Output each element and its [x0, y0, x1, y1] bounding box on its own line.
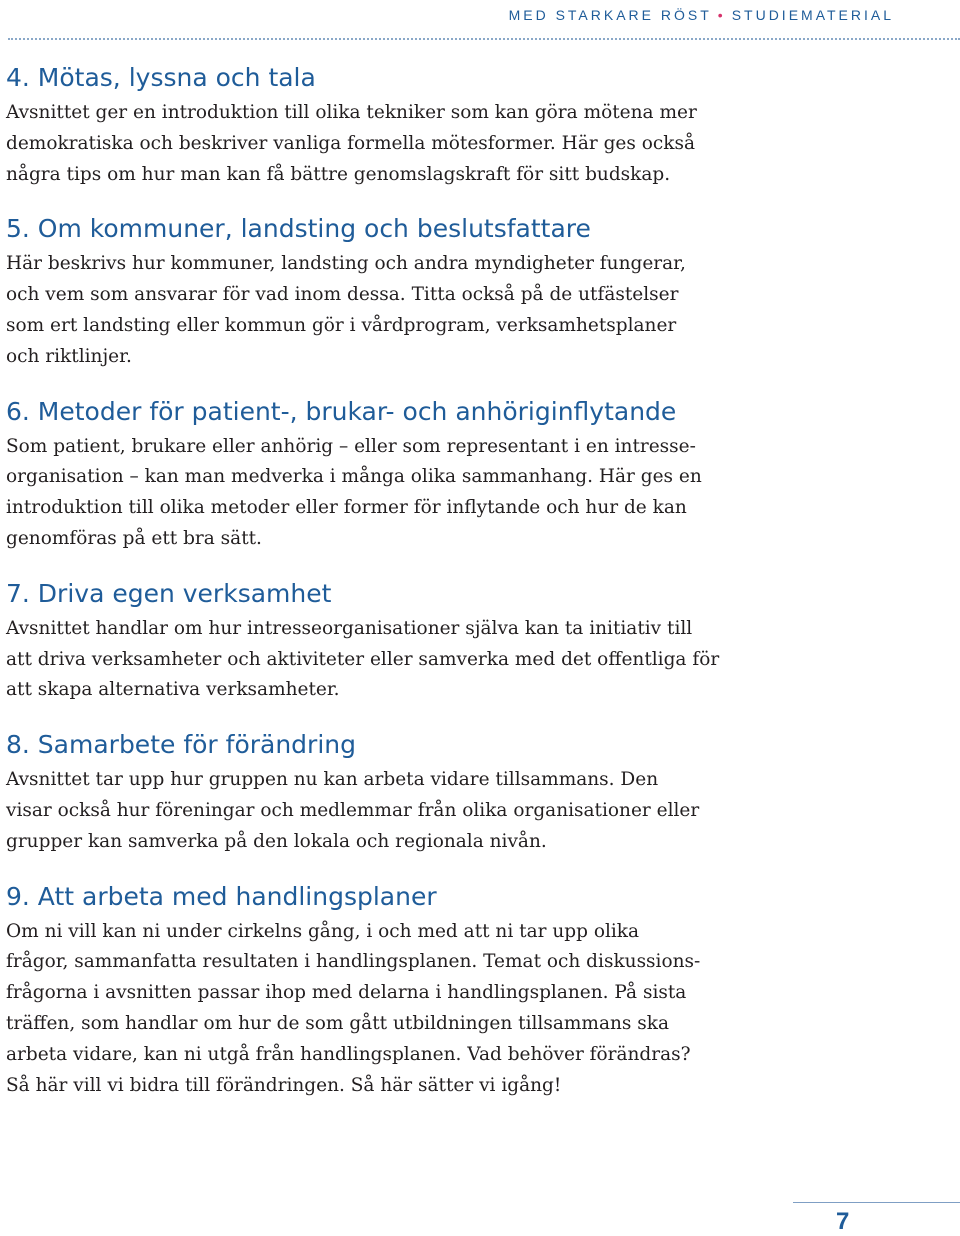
paragraph-line: genomföras på ett bra sätt. [6, 527, 262, 549]
paragraph-line: grupper kan samverka på den lokala och regionala nivån. [6, 830, 547, 852]
section-heading: 5. Om kommuner, landsting och beslutsfattare [6, 214, 591, 244]
paragraph-line: demokratiska och beskriver vanliga formella mötesformer. Här ges också [6, 132, 695, 154]
paragraph-line: och vem som ansvarar för vad inom dessa. Titta också på de utfästelser [6, 284, 679, 306]
running-header [509, 7, 894, 23]
paragraph-line: visar också hur föreningar och medlemmar från olika organisationer eller [6, 799, 700, 821]
sections-container [6, 60, 936, 1122]
paragraph-line: Avsnittet ger en introduktion till olika tekniker som kan göra mötena mer [6, 102, 697, 123]
section-6 [6, 394, 936, 555]
section-paragraph [6, 765, 936, 857]
section-paragraph [6, 432, 936, 555]
header-series-title: MED STARKARE RÖST [508, 7, 712, 23]
section-paragraph [6, 249, 936, 372]
header-material-label: STUDIEMATERIAL [731, 7, 894, 23]
section-heading: 7. Driva egen verksamhet [6, 578, 332, 608]
paragraph-line: som ert landsting eller kommun gör i vårdprogram, verksamhetsplaner [6, 314, 677, 336]
paragraph-line: träffen, som handlar om hur de som gått utbildningen tillsammans ska [6, 1012, 670, 1034]
paragraph-line: Avsnittet tar upp hur gruppen nu kan arbeta vidare tillsammans. Den [6, 769, 659, 791]
section-7 [6, 576, 936, 706]
footer-rule [793, 1202, 960, 1203]
paragraph-line: att driva verksamheter och aktiviteter eller samverka med det offentliga för [6, 648, 720, 670]
section-heading: 9. Att arbeta med handlingsplaner [6, 881, 437, 911]
paragraph-line: att skapa alternativa verksamheter. [6, 679, 340, 701]
page-number: 7 [836, 1208, 850, 1235]
section-5 [6, 211, 936, 372]
section-paragraph [6, 98, 936, 190]
section-9 [6, 879, 936, 1102]
paragraph-line: Som patient, brukare eller anhörig – eller som representant i en intresse- [6, 435, 696, 457]
paragraph-line: organisation – kan man medverka i många olika sammanhang. Här ges en [6, 466, 702, 488]
paragraph-line: Avsnittet handlar om hur intresseorganisationer själva kan ta initiativ till [6, 617, 693, 639]
paragraph-line: frågor, sammanfatta resultaten i handlingsplanen. Temat och diskussions- [6, 951, 701, 973]
paragraph-line: några tips om hur man kan få bättre genomslagskraft för sitt budskap. [6, 163, 671, 185]
paragraph-line: arbeta vidare, kan ni utgå från handlingsplanen. Vad behöver förändras? [6, 1043, 691, 1065]
header-dotted-rule [8, 38, 960, 40]
section-heading: 8. Samarbete för förändring [6, 730, 356, 760]
header-separator-dot: • [717, 7, 726, 23]
section-heading: 6. Metoder för patient-, brukar- och anhöriginflytande [6, 396, 677, 426]
paragraph-line: och riktlinjer. [6, 345, 132, 367]
paragraph-line: frågorna i avsnitten passar ihop med delarna i handlingsplanen. På sista [6, 982, 687, 1004]
section-paragraph [6, 614, 936, 706]
paragraph-line: Om ni vill kan ni under cirkelns gång, i och med att ni tar upp olika [6, 920, 640, 942]
section-4 [6, 60, 936, 190]
section-8 [6, 727, 936, 857]
section-heading: 4. Mötas, lyssna och tala [6, 63, 316, 92]
paragraph-line: introduktion till olika metoder eller former för inflytande och hur de kan [6, 497, 687, 519]
paragraph-line: Här beskrivs hur kommuner, landsting och andra myndigheter fungerar, [6, 253, 686, 275]
section-paragraph [6, 917, 936, 1102]
paragraph-line: Så här vill vi bidra till förändringen. Så här sätter vi igång! [6, 1074, 562, 1096]
